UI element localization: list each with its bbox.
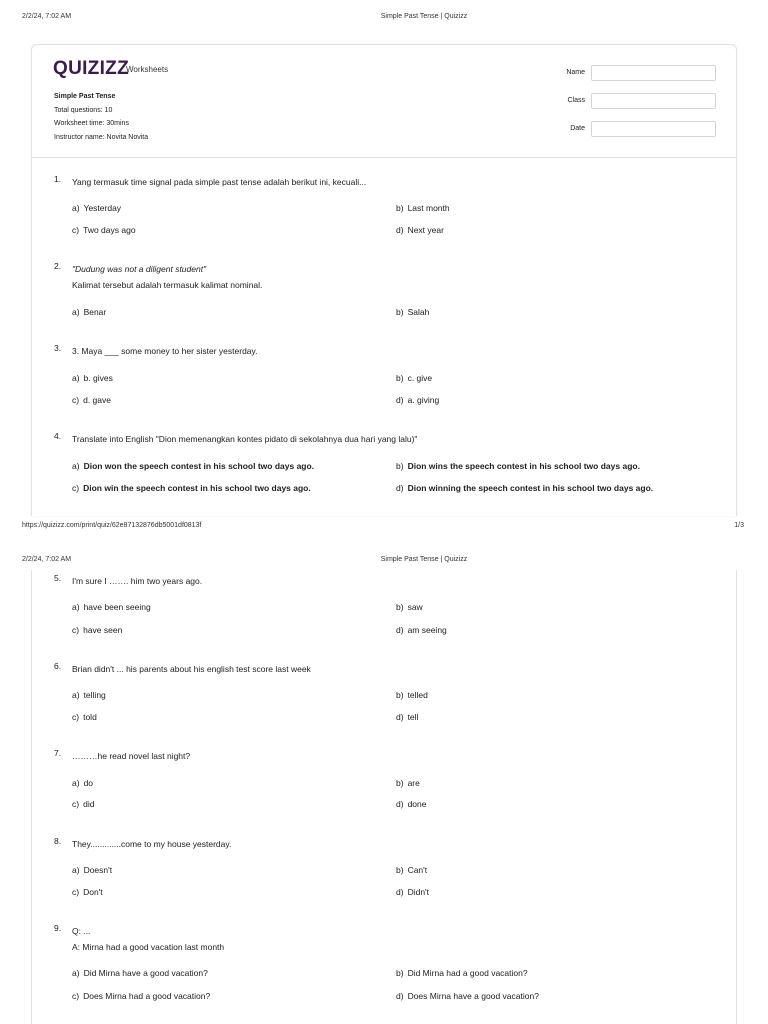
option-tag: a) bbox=[72, 307, 80, 317]
option-1a[interactable] bbox=[72, 203, 121, 213]
question-text: They.............come to my house yesterday. bbox=[72, 839, 232, 849]
question-stem bbox=[72, 836, 231, 852]
date-field[interactable] bbox=[591, 121, 716, 137]
option-tag: c) bbox=[72, 395, 80, 405]
option-tag: d) bbox=[396, 991, 404, 1001]
option-9b[interactable] bbox=[396, 968, 528, 978]
question-text-answer: A: Mirna had a good vacation last month bbox=[72, 942, 225, 952]
option-1d[interactable] bbox=[396, 225, 444, 235]
option-1b[interactable] bbox=[396, 203, 450, 213]
option-5b[interactable] bbox=[396, 602, 423, 612]
question-number: 3. bbox=[54, 343, 62, 353]
option-text: b. gives bbox=[83, 373, 113, 383]
option-text: telling bbox=[83, 690, 106, 700]
quizizz-logo: QUIZIZZ bbox=[53, 58, 129, 79]
option-7a[interactable] bbox=[72, 778, 93, 788]
question-quote: "Dudung was not a diligent student" bbox=[72, 264, 207, 274]
question-text: Brian didn't ... his parents about his english test score last week bbox=[72, 664, 311, 674]
option-text: Benar bbox=[83, 307, 107, 317]
option-6d[interactable] bbox=[396, 712, 418, 722]
date-label: Date bbox=[570, 125, 585, 132]
worksheet-header bbox=[32, 45, 736, 158]
option-tag: a) bbox=[72, 865, 80, 875]
option-text: Don't bbox=[83, 887, 103, 897]
option-tag: c) bbox=[72, 225, 80, 235]
option-text: Yesterday bbox=[83, 203, 122, 213]
option-3a[interactable] bbox=[72, 373, 113, 383]
option-text: Dion wins the speech contest in his school two days ago. bbox=[407, 461, 640, 471]
option-text: have seen bbox=[83, 625, 123, 635]
option-tag: b) bbox=[396, 203, 404, 213]
option-tag: d) bbox=[396, 887, 404, 897]
option-3b[interactable] bbox=[396, 373, 432, 383]
option-text: told bbox=[83, 712, 97, 722]
option-7c[interactable] bbox=[72, 799, 94, 809]
worksheet-card-page-1 bbox=[31, 44, 737, 516]
worksheet-meta bbox=[54, 90, 148, 144]
option-tag: b) bbox=[396, 461, 404, 471]
option-text: Dion won the speech contest in his school two days ago. bbox=[83, 461, 315, 471]
option-3d[interactable] bbox=[396, 395, 439, 405]
name-field[interactable] bbox=[591, 65, 716, 81]
option-text: do bbox=[83, 778, 94, 788]
question-text: I'm sure I ……. him two years ago. bbox=[72, 576, 203, 586]
name-label: Name bbox=[566, 69, 585, 76]
option-8a[interactable] bbox=[72, 865, 112, 875]
option-4c[interactable] bbox=[72, 483, 311, 493]
question-stem bbox=[72, 174, 366, 190]
option-tag: d) bbox=[396, 799, 404, 809]
option-text: Doesn't bbox=[83, 865, 113, 875]
option-tag: c) bbox=[72, 799, 80, 809]
question-number: 2. bbox=[54, 261, 62, 271]
option-tag: c) bbox=[72, 712, 80, 722]
print-doc-title: Simple Past Tense | Quizizz bbox=[380, 556, 468, 563]
option-text: are bbox=[407, 778, 420, 788]
print-url: https://quizizz.com/print/quiz/62e87132876db5001df0813f bbox=[22, 522, 202, 529]
total-questions: Total questions: 10 bbox=[54, 106, 113, 114]
option-6c[interactable] bbox=[72, 712, 97, 722]
option-tag: b) bbox=[396, 307, 404, 317]
option-tag: d) bbox=[396, 225, 404, 235]
option-2a[interactable] bbox=[72, 307, 106, 317]
option-text: done bbox=[407, 799, 427, 809]
option-tag: d) bbox=[396, 712, 404, 722]
option-text: Two days ago bbox=[83, 225, 136, 235]
option-4d[interactable] bbox=[396, 483, 653, 493]
print-header-page-2 bbox=[0, 556, 768, 566]
option-tag: a) bbox=[72, 968, 80, 978]
page-number: 1/3 bbox=[734, 522, 744, 529]
question-stem bbox=[72, 573, 202, 589]
option-tag: c) bbox=[72, 887, 80, 897]
option-text: saw bbox=[407, 602, 423, 612]
option-4a[interactable] bbox=[72, 461, 314, 471]
option-text: Salah bbox=[407, 307, 430, 317]
option-6a[interactable] bbox=[72, 690, 106, 700]
instructor-name: Instructor name: Novita Novita bbox=[54, 133, 149, 141]
option-tag: a) bbox=[72, 690, 80, 700]
print-date: 2/2/24, 7:02 AM bbox=[22, 556, 72, 563]
question-number: 7. bbox=[54, 748, 62, 758]
option-2b[interactable] bbox=[396, 307, 429, 317]
option-tag: b) bbox=[396, 778, 404, 788]
option-9d[interactable] bbox=[396, 991, 539, 1001]
option-tag: c) bbox=[72, 625, 80, 635]
option-5a[interactable] bbox=[72, 602, 151, 612]
option-tag: a) bbox=[72, 602, 80, 612]
option-tag: a) bbox=[72, 203, 80, 213]
option-tag: c) bbox=[72, 991, 80, 1001]
question-number: 9. bbox=[54, 923, 62, 933]
option-text: a. giving bbox=[407, 395, 440, 405]
question-stem bbox=[72, 661, 311, 677]
option-5d[interactable] bbox=[396, 625, 447, 635]
option-tag: c) bbox=[72, 483, 80, 493]
question-number: 8. bbox=[54, 836, 62, 846]
worksheet-card-page-2 bbox=[31, 570, 737, 1024]
option-tag: a) bbox=[72, 373, 80, 383]
option-text: d. gave bbox=[83, 395, 111, 405]
option-tag: b) bbox=[396, 865, 404, 875]
question-number: 5. bbox=[54, 573, 62, 583]
option-3c[interactable] bbox=[72, 395, 111, 405]
option-text: have been seeing bbox=[83, 602, 151, 612]
option-text: c. give bbox=[407, 373, 433, 383]
option-text: Does Mirna had a good vacation? bbox=[83, 991, 211, 1001]
question-text: Kalimat tersebut adalah termasuk kalimat nominal. bbox=[72, 280, 263, 290]
option-text: Didn't bbox=[407, 887, 430, 897]
option-6b[interactable] bbox=[396, 690, 428, 700]
question-text: 3. Maya ___ some money to her sister yesterday. bbox=[72, 346, 258, 356]
question-stem bbox=[72, 343, 258, 359]
option-text: Last month bbox=[407, 203, 450, 213]
option-text: am seeing bbox=[407, 625, 447, 635]
option-tag: d) bbox=[396, 625, 404, 635]
question-text: Translate into English "Dion memenangkan kontes pidato di sekolahnya dua hari yang lalu)" bbox=[72, 434, 418, 444]
question-stem bbox=[72, 923, 224, 955]
option-8d[interactable] bbox=[396, 887, 429, 897]
option-tag: d) bbox=[396, 395, 404, 405]
option-text: Did Mirna have a good vacation? bbox=[83, 968, 208, 978]
option-8c[interactable] bbox=[72, 887, 103, 897]
option-tag: b) bbox=[396, 968, 404, 978]
logo-subtitle: Worksheets bbox=[126, 65, 169, 74]
print-header bbox=[0, 13, 768, 23]
option-tag: b) bbox=[396, 690, 404, 700]
option-text: did bbox=[83, 799, 95, 809]
question-stem bbox=[72, 431, 417, 447]
class-label: Class bbox=[567, 97, 585, 104]
question-text: Yang termasuk time signal pada simple past tense adalah berikut ini, kecuali... bbox=[72, 177, 367, 187]
option-1c[interactable] bbox=[72, 225, 136, 235]
print-footer bbox=[0, 522, 768, 532]
question-stem bbox=[72, 261, 262, 293]
option-9c[interactable] bbox=[72, 991, 210, 1001]
option-5c[interactable] bbox=[72, 625, 122, 635]
option-9a[interactable] bbox=[72, 968, 208, 978]
option-tag: d) bbox=[396, 483, 404, 493]
option-8b[interactable] bbox=[396, 865, 427, 875]
option-text: tell bbox=[407, 712, 419, 722]
option-text: Did Mirna had a good vacation? bbox=[407, 968, 528, 978]
option-tag: a) bbox=[72, 461, 80, 471]
question-stem bbox=[72, 748, 190, 764]
question-number: 4. bbox=[54, 431, 62, 441]
option-tag: b) bbox=[396, 602, 404, 612]
worksheet-title: Simple Past Tense bbox=[54, 93, 116, 100]
class-field[interactable] bbox=[591, 93, 716, 109]
option-text: telled bbox=[407, 690, 428, 700]
option-text: Next year bbox=[407, 225, 444, 235]
print-doc-title: Simple Past Tense | Quizizz bbox=[380, 13, 468, 20]
option-4b[interactable] bbox=[396, 461, 640, 471]
question-text: Q: ... bbox=[72, 926, 91, 936]
question-number: 6. bbox=[54, 661, 62, 671]
option-tag: b) bbox=[396, 373, 404, 383]
question-text: ………he read novel last night? bbox=[72, 751, 191, 761]
print-date: 2/2/24, 7:02 AM bbox=[22, 13, 72, 20]
option-7b[interactable] bbox=[396, 778, 420, 788]
option-tag: a) bbox=[72, 778, 80, 788]
option-7d[interactable] bbox=[396, 799, 426, 809]
option-text: Can't bbox=[407, 865, 428, 875]
option-text: Does Mirna have a good vacation? bbox=[407, 991, 539, 1001]
worksheet-time: Worksheet time: 30mins bbox=[54, 120, 129, 127]
option-text: Dion win the speech contest in his school two days ago. bbox=[83, 483, 311, 493]
question-number: 1. bbox=[54, 174, 62, 184]
option-text: Dion winning the speech contest in his school two days ago. bbox=[407, 483, 654, 493]
